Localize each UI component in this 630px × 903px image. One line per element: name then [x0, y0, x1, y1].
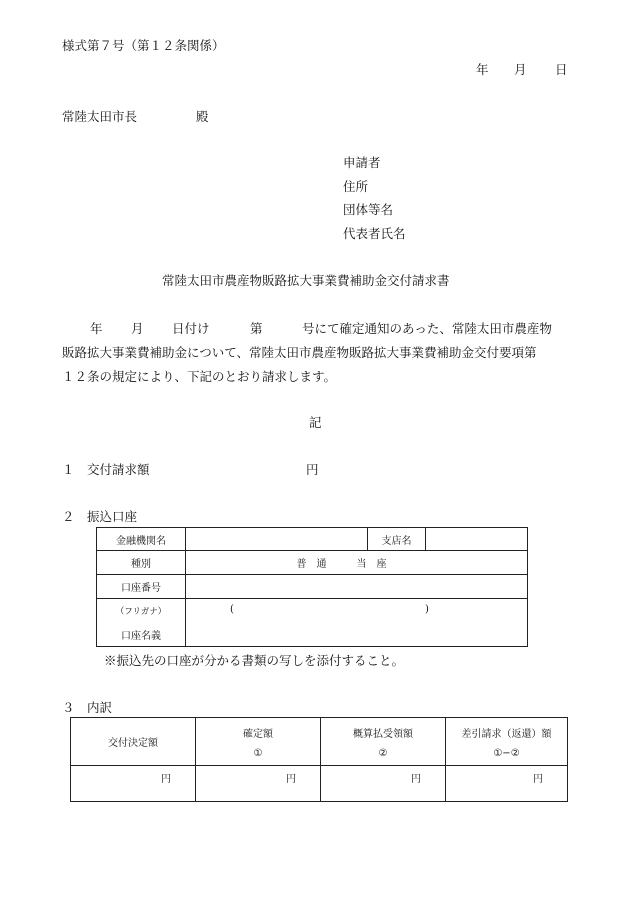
decided-amount-header: 交付決定額: [71, 718, 196, 766]
bank-name-label: 金融機関名: [97, 528, 186, 551]
bank-name-field[interactable]: [186, 528, 368, 551]
account-number-label: 口座番号: [97, 575, 186, 599]
confirmed-amount-title: 確定額: [243, 728, 273, 740]
body-month: 月: [131, 321, 144, 336]
advance-received-title: 概算払受領額: [353, 728, 413, 740]
section2-label: ２ 振込口座: [62, 509, 138, 524]
date-day: 日: [555, 62, 568, 77]
confirmed-amount-header: [196, 718, 321, 766]
body-line3: １２条の規定により、下記のとおり請求します。: [62, 369, 337, 384]
bank-document-note: ※振込先の口座が分かる書類の写しを添付すること。: [104, 653, 405, 668]
body-dai: 第: [250, 321, 263, 336]
account-type-value[interactable]: 普 通 当 座: [186, 551, 528, 575]
applicant-representative: 代表者氏名: [343, 226, 406, 241]
furigana-label: （フリガナ）: [97, 599, 186, 623]
advance-received-yen: 円: [411, 774, 421, 785]
account-type-label: 種別: [97, 551, 186, 575]
net-claim-mark: ①−②: [493, 747, 520, 759]
bank-account-table: [96, 527, 528, 647]
body-dated: 日付け: [172, 321, 210, 336]
confirmed-amount-mark: ①: [253, 747, 263, 759]
net-claim-cell[interactable]: [446, 766, 568, 802]
net-claim-header: [446, 718, 568, 766]
net-claim-yen: 円: [533, 774, 543, 785]
furigana-field[interactable]: [186, 599, 528, 623]
branch-name-field[interactable]: [426, 528, 528, 551]
section3-label: ３ 内訳: [62, 700, 113, 715]
advance-received-cell[interactable]: [321, 766, 446, 802]
furigana-paren-close: ): [425, 604, 429, 615]
body-line2: 販路拡大事業費補助金について、常陸太田市農産物販路拡大事業費補助金交付要項第: [62, 345, 537, 360]
branch-name-label: 支店名: [368, 528, 426, 551]
advance-received-header: [321, 718, 446, 766]
advance-received-mark: ②: [378, 747, 388, 759]
document-title: 常陸太田市農産物販路拡大事業費補助金交付請求書: [162, 273, 450, 288]
decided-amount-yen: 円: [161, 774, 171, 785]
breakdown-table: [70, 717, 568, 802]
body-line1-rest: 号にて確定通知のあった、常陸太田市農産物: [302, 321, 552, 336]
body-year: 年: [90, 321, 103, 336]
furigana-paren-open: (: [230, 604, 234, 615]
account-holder-label: 口座名義: [97, 623, 186, 647]
form-number: 様式第７号（第１２条関係）: [62, 38, 225, 53]
addressee-honorific: 殿: [196, 109, 209, 124]
date-month: 月: [514, 62, 527, 77]
ki-heading: 記: [309, 415, 322, 430]
section1-unit: 円: [306, 462, 319, 477]
applicant-address: 住所: [343, 179, 369, 194]
section1-label: １ 交付請求額: [62, 462, 150, 477]
decided-amount-cell[interactable]: [71, 766, 196, 802]
account-number-field[interactable]: [186, 575, 528, 599]
addressee-name: 常陸太田市長: [62, 109, 138, 124]
confirmed-amount-cell[interactable]: [196, 766, 321, 802]
net-claim-title: 差引請求（返還）額: [461, 728, 552, 740]
confirmed-amount-yen: 円: [286, 774, 296, 785]
applicant-label: 申請者: [343, 155, 381, 170]
date-year: 年: [476, 62, 489, 77]
applicant-organization: 団体等名: [343, 202, 394, 217]
account-holder-field[interactable]: [186, 623, 528, 647]
